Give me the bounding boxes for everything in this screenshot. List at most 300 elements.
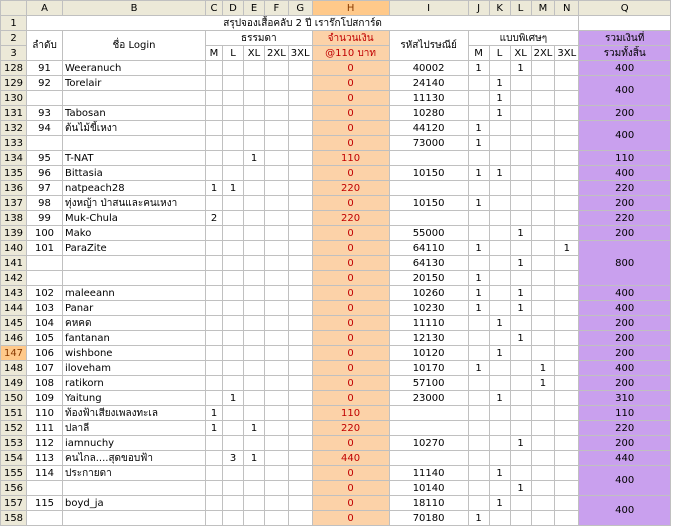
- cell-i[interactable]: 44120: [389, 121, 468, 136]
- cell-d[interactable]: [223, 136, 244, 151]
- cell-j[interactable]: 1: [468, 136, 489, 151]
- cell-h[interactable]: 0: [312, 466, 389, 481]
- cell-c[interactable]: [206, 451, 223, 466]
- cell-j[interactable]: [468, 91, 489, 106]
- cell-n[interactable]: [555, 391, 579, 406]
- cell-n[interactable]: [555, 466, 579, 481]
- cell-m[interactable]: [531, 316, 555, 331]
- cell-m[interactable]: [531, 76, 555, 91]
- cell-e[interactable]: [244, 481, 265, 496]
- cell-d[interactable]: [223, 91, 244, 106]
- cell-a[interactable]: 97: [27, 181, 63, 196]
- cell-m[interactable]: [531, 421, 555, 436]
- cell-f[interactable]: [265, 166, 289, 181]
- cell-i[interactable]: 24140: [389, 76, 468, 91]
- cell-g[interactable]: [288, 436, 312, 451]
- cell-g[interactable]: [288, 151, 312, 166]
- cell-g[interactable]: [288, 61, 312, 76]
- cell-e[interactable]: [244, 361, 265, 376]
- cell-h[interactable]: 0: [312, 346, 389, 361]
- cell-k[interactable]: 1: [489, 496, 510, 511]
- cell-a[interactable]: [27, 511, 63, 526]
- cell-f[interactable]: [265, 331, 289, 346]
- cell-k[interactable]: [489, 151, 510, 166]
- cell-j[interactable]: [468, 451, 489, 466]
- cell-m[interactable]: [531, 406, 555, 421]
- cell-f[interactable]: [265, 376, 289, 391]
- cell-n[interactable]: [555, 61, 579, 76]
- cell-k[interactable]: [489, 136, 510, 151]
- cell-j[interactable]: [468, 436, 489, 451]
- cell-q-total[interactable]: 200: [579, 376, 671, 391]
- cell-f[interactable]: [265, 421, 289, 436]
- cell-k[interactable]: [489, 226, 510, 241]
- cell-l[interactable]: [510, 241, 531, 256]
- cell-g[interactable]: [288, 226, 312, 241]
- cell-q-total[interactable]: 200: [579, 331, 671, 346]
- cell-e[interactable]: [244, 406, 265, 421]
- row-header[interactable]: 153: [1, 436, 27, 451]
- cell-m[interactable]: [531, 331, 555, 346]
- column-header-M[interactable]: M: [531, 1, 555, 16]
- cell-i[interactable]: 11130: [389, 91, 468, 106]
- row-header[interactable]: 130: [1, 91, 27, 106]
- cell-e[interactable]: [244, 106, 265, 121]
- cell-h[interactable]: 0: [312, 376, 389, 391]
- cell-c[interactable]: [206, 436, 223, 451]
- cell-k[interactable]: [489, 181, 510, 196]
- cell-n[interactable]: [555, 376, 579, 391]
- seq-header[interactable]: ลำดับ: [27, 31, 63, 61]
- cell-k[interactable]: [489, 436, 510, 451]
- cell-h[interactable]: 0: [312, 331, 389, 346]
- column-header-H[interactable]: H: [312, 1, 389, 16]
- cell-c[interactable]: [206, 346, 223, 361]
- column-header-N[interactable]: N: [555, 1, 579, 16]
- cell-j[interactable]: [468, 316, 489, 331]
- cell-d[interactable]: 3: [223, 451, 244, 466]
- row-header[interactable]: 140: [1, 241, 27, 256]
- cell-c[interactable]: [206, 121, 223, 136]
- cell-l[interactable]: [510, 106, 531, 121]
- cell-b[interactable]: Tabosan: [63, 106, 206, 121]
- cell-f[interactable]: [265, 91, 289, 106]
- cell-j[interactable]: [468, 421, 489, 436]
- cell-k[interactable]: [489, 511, 510, 526]
- cell-f[interactable]: [265, 181, 289, 196]
- cell-b[interactable]: Muk-Chula: [63, 211, 206, 226]
- cell-i[interactable]: 64130: [389, 256, 468, 271]
- cell-l[interactable]: [510, 271, 531, 286]
- cell-k[interactable]: 1: [489, 166, 510, 181]
- cell-d[interactable]: [223, 496, 244, 511]
- cell-h[interactable]: 220: [312, 211, 389, 226]
- cell-e[interactable]: [244, 226, 265, 241]
- cell-f[interactable]: [265, 241, 289, 256]
- row-header[interactable]: 154: [1, 451, 27, 466]
- cell-c[interactable]: [206, 61, 223, 76]
- cell-c[interactable]: 2: [206, 211, 223, 226]
- cell-i[interactable]: 10120: [389, 346, 468, 361]
- cell-k[interactable]: [489, 196, 510, 211]
- cell-l[interactable]: [510, 421, 531, 436]
- cell-n[interactable]: [555, 181, 579, 196]
- cell-a[interactable]: 115: [27, 496, 63, 511]
- cell-b[interactable]: ratikorn: [63, 376, 206, 391]
- cell-n[interactable]: [555, 316, 579, 331]
- cell-l[interactable]: 1: [510, 256, 531, 271]
- cell-e[interactable]: [244, 196, 265, 211]
- cell-f[interactable]: [265, 301, 289, 316]
- cell-n[interactable]: [555, 286, 579, 301]
- column-header-E[interactable]: E: [244, 1, 265, 16]
- row-header[interactable]: 143: [1, 286, 27, 301]
- cell-m[interactable]: [531, 211, 555, 226]
- size-special-l[interactable]: L: [489, 46, 510, 61]
- cell-a[interactable]: 107: [27, 361, 63, 376]
- cell-f[interactable]: [265, 496, 289, 511]
- cell-f[interactable]: [265, 271, 289, 286]
- cell-i[interactable]: 10230: [389, 301, 468, 316]
- cell-h[interactable]: 0: [312, 61, 389, 76]
- cell-b[interactable]: [63, 136, 206, 151]
- cell-j[interactable]: [468, 226, 489, 241]
- cell-i[interactable]: 20150: [389, 271, 468, 286]
- cell-h[interactable]: 0: [312, 436, 389, 451]
- cell-g[interactable]: [288, 121, 312, 136]
- postal-header[interactable]: รหัสไปรษณีย์: [389, 31, 468, 61]
- cell-d[interactable]: [223, 226, 244, 241]
- cell-g[interactable]: [288, 256, 312, 271]
- cell-h[interactable]: 0: [312, 286, 389, 301]
- cell-b[interactable]: [63, 271, 206, 286]
- cell-j[interactable]: 1: [468, 511, 489, 526]
- cell-k[interactable]: 1: [489, 91, 510, 106]
- size-normal-3xl[interactable]: 3XL: [288, 46, 312, 61]
- cell-a[interactable]: 102: [27, 286, 63, 301]
- cell-d[interactable]: [223, 256, 244, 271]
- cell-k[interactable]: 1: [489, 316, 510, 331]
- row-header[interactable]: 134: [1, 151, 27, 166]
- cell-g[interactable]: [288, 106, 312, 121]
- cell-b[interactable]: wishbone: [63, 346, 206, 361]
- cell-f[interactable]: [265, 196, 289, 211]
- cell-k[interactable]: [489, 361, 510, 376]
- cell-b[interactable]: Weeranuch: [63, 61, 206, 76]
- cell-f[interactable]: [265, 106, 289, 121]
- cell-l[interactable]: [510, 76, 531, 91]
- row-header[interactable]: 139: [1, 226, 27, 241]
- cell-b[interactable]: iamnuchy: [63, 436, 206, 451]
- cell-g[interactable]: [288, 181, 312, 196]
- cell-a[interactable]: 96: [27, 166, 63, 181]
- cell-c[interactable]: [206, 151, 223, 166]
- cell-n[interactable]: [555, 346, 579, 361]
- cell-c[interactable]: 1: [206, 421, 223, 436]
- column-header-J[interactable]: J: [468, 1, 489, 16]
- cell-b[interactable]: Panar: [63, 301, 206, 316]
- cell-i[interactable]: 10150: [389, 166, 468, 181]
- cell-m[interactable]: [531, 91, 555, 106]
- cell-k[interactable]: [489, 331, 510, 346]
- size-special-m[interactable]: M: [468, 46, 489, 61]
- cell-g[interactable]: [288, 481, 312, 496]
- cell-m[interactable]: [531, 286, 555, 301]
- cell-e[interactable]: [244, 61, 265, 76]
- cell-m[interactable]: [531, 271, 555, 286]
- cell-d[interactable]: [223, 316, 244, 331]
- cell-j[interactable]: [468, 76, 489, 91]
- cell-m[interactable]: [531, 121, 555, 136]
- cell-d[interactable]: [223, 151, 244, 166]
- cell-d[interactable]: [223, 346, 244, 361]
- row-header-2[interactable]: 2: [1, 31, 27, 46]
- cell-c[interactable]: [206, 331, 223, 346]
- cell-a[interactable]: 110: [27, 406, 63, 421]
- cell-g[interactable]: [288, 301, 312, 316]
- cell-q-total[interactable]: 400: [579, 496, 671, 526]
- cell-q-total[interactable]: 310: [579, 391, 671, 406]
- cell-b[interactable]: Mako: [63, 226, 206, 241]
- cell-l[interactable]: 1: [510, 301, 531, 316]
- cell-d[interactable]: [223, 361, 244, 376]
- cell-b[interactable]: ParaZite: [63, 241, 206, 256]
- cell-b[interactable]: natpeach28: [63, 181, 206, 196]
- cell-e[interactable]: [244, 376, 265, 391]
- cell-a[interactable]: 106: [27, 346, 63, 361]
- cell-n[interactable]: [555, 106, 579, 121]
- cell-e[interactable]: [244, 286, 265, 301]
- cell-g[interactable]: [288, 196, 312, 211]
- cell-k[interactable]: [489, 241, 510, 256]
- cell-f[interactable]: [265, 76, 289, 91]
- cell-m[interactable]: [531, 151, 555, 166]
- cell-d[interactable]: [223, 271, 244, 286]
- cell-a[interactable]: 94: [27, 121, 63, 136]
- cell-j[interactable]: [468, 406, 489, 421]
- cell-e[interactable]: [244, 76, 265, 91]
- cell-q-total[interactable]: 400: [579, 466, 671, 496]
- cell-n[interactable]: 1: [555, 241, 579, 256]
- cell-m[interactable]: [531, 226, 555, 241]
- cell-f[interactable]: [265, 481, 289, 496]
- cell-m[interactable]: [531, 166, 555, 181]
- size-special-2xl[interactable]: 2XL: [531, 46, 555, 61]
- cell-q-total[interactable]: 200: [579, 436, 671, 451]
- cell-c[interactable]: [206, 481, 223, 496]
- cell-m[interactable]: [531, 61, 555, 76]
- cell-n[interactable]: [555, 451, 579, 466]
- cell-i[interactable]: 23000: [389, 391, 468, 406]
- cell-g[interactable]: [288, 331, 312, 346]
- cell-k[interactable]: [489, 211, 510, 226]
- cell-g[interactable]: [288, 211, 312, 226]
- cell-l[interactable]: [510, 121, 531, 136]
- cell-c[interactable]: [206, 466, 223, 481]
- cell-h[interactable]: 440: [312, 451, 389, 466]
- cell-i[interactable]: 10280: [389, 106, 468, 121]
- normal-size-header[interactable]: ธรรมดา: [206, 31, 313, 46]
- cell-j[interactable]: [468, 211, 489, 226]
- cell-a[interactable]: [27, 91, 63, 106]
- cell-m[interactable]: [531, 241, 555, 256]
- cell-n[interactable]: [555, 211, 579, 226]
- cell-j[interactable]: [468, 376, 489, 391]
- row-header[interactable]: 136: [1, 181, 27, 196]
- cell-i[interactable]: 10150: [389, 196, 468, 211]
- cell-n[interactable]: [555, 436, 579, 451]
- cell-h[interactable]: 0: [312, 361, 389, 376]
- cell-d[interactable]: [223, 286, 244, 301]
- cell-c[interactable]: [206, 271, 223, 286]
- cell-e[interactable]: [244, 181, 265, 196]
- cell-b[interactable]: [63, 481, 206, 496]
- cell-h[interactable]: 0: [312, 481, 389, 496]
- cell-i[interactable]: [389, 151, 468, 166]
- cell-l[interactable]: 1: [510, 481, 531, 496]
- cell-e[interactable]: [244, 136, 265, 151]
- cell-j[interactable]: [468, 346, 489, 361]
- cell-n[interactable]: [555, 256, 579, 271]
- cell-i[interactable]: 73000: [389, 136, 468, 151]
- cell-d[interactable]: [223, 196, 244, 211]
- cell-h[interactable]: 0: [312, 196, 389, 211]
- cell-d[interactable]: [223, 301, 244, 316]
- cell-f[interactable]: [265, 346, 289, 361]
- cell-k[interactable]: 1: [489, 106, 510, 121]
- cell-h[interactable]: 0: [312, 496, 389, 511]
- cell-b[interactable]: Yaitung: [63, 391, 206, 406]
- cell-j[interactable]: [468, 496, 489, 511]
- cell-g[interactable]: [288, 421, 312, 436]
- cell-b[interactable]: [63, 91, 206, 106]
- cell-j[interactable]: 1: [468, 361, 489, 376]
- cell-f[interactable]: [265, 511, 289, 526]
- cell-n[interactable]: [555, 76, 579, 91]
- cell-e[interactable]: 1: [244, 421, 265, 436]
- cell-g[interactable]: [288, 346, 312, 361]
- cell-i[interactable]: 10260: [389, 286, 468, 301]
- cell-k[interactable]: 1: [489, 391, 510, 406]
- cell-d[interactable]: [223, 106, 244, 121]
- cell-c[interactable]: [206, 286, 223, 301]
- cell-d[interactable]: [223, 511, 244, 526]
- cell-b[interactable]: คนไกล....สุดขอบฟ้า: [63, 451, 206, 466]
- cell-g[interactable]: [288, 406, 312, 421]
- cell-m[interactable]: [531, 496, 555, 511]
- row-header[interactable]: 131: [1, 106, 27, 121]
- cell-j[interactable]: 1: [468, 286, 489, 301]
- cell-g[interactable]: [288, 511, 312, 526]
- cell-j[interactable]: [468, 481, 489, 496]
- column-header-Q[interactable]: Q: [579, 1, 671, 16]
- cell-h[interactable]: 220: [312, 181, 389, 196]
- cell-j[interactable]: [468, 256, 489, 271]
- cell-i[interactable]: 40002: [389, 61, 468, 76]
- cell-i[interactable]: 57100: [389, 376, 468, 391]
- row-header[interactable]: 157: [1, 496, 27, 511]
- cell-h[interactable]: 0: [312, 511, 389, 526]
- cell-f[interactable]: [265, 211, 289, 226]
- cell-f[interactable]: [265, 226, 289, 241]
- total-header[interactable]: รวมเงินที่: [579, 31, 671, 46]
- cell-l[interactable]: 1: [510, 331, 531, 346]
- cell-a[interactable]: 104: [27, 316, 63, 331]
- cell-l[interactable]: [510, 181, 531, 196]
- row-header[interactable]: 128: [1, 61, 27, 76]
- login-header[interactable]: ชื่อ Login: [63, 31, 206, 61]
- row-header[interactable]: 155: [1, 466, 27, 481]
- cell-f[interactable]: [265, 361, 289, 376]
- cell-m[interactable]: [531, 466, 555, 481]
- cell-i[interactable]: 18110: [389, 496, 468, 511]
- cell-a[interactable]: [27, 481, 63, 496]
- cell-c[interactable]: [206, 106, 223, 121]
- cell-a[interactable]: 98: [27, 196, 63, 211]
- column-header-A[interactable]: A: [27, 1, 63, 16]
- cell-b[interactable]: ท้องฟ้าเสียงเพลงทะเล: [63, 406, 206, 421]
- row-header[interactable]: 129: [1, 76, 27, 91]
- cell-h[interactable]: 110: [312, 151, 389, 166]
- cell-d[interactable]: [223, 121, 244, 136]
- cell-n[interactable]: [555, 166, 579, 181]
- cell-k[interactable]: [489, 256, 510, 271]
- cell-k[interactable]: [489, 406, 510, 421]
- cell-i[interactable]: [389, 421, 468, 436]
- amount-unit-header[interactable]: @110 บาท: [312, 46, 389, 61]
- cell-c[interactable]: [206, 301, 223, 316]
- cell-q-total[interactable]: 200: [579, 196, 671, 211]
- cell-q-total[interactable]: 110: [579, 406, 671, 421]
- cell-j[interactable]: 1: [468, 166, 489, 181]
- cell-q-total[interactable]: 400: [579, 61, 671, 76]
- cell-i[interactable]: [389, 211, 468, 226]
- cell-i[interactable]: 10170: [389, 361, 468, 376]
- cell-n[interactable]: [555, 406, 579, 421]
- cell-b[interactable]: ประกายดา: [63, 466, 206, 481]
- cell-c[interactable]: [206, 136, 223, 151]
- cell-m[interactable]: [531, 181, 555, 196]
- cell-m[interactable]: 1: [531, 361, 555, 376]
- cell-c[interactable]: [206, 511, 223, 526]
- cell-i[interactable]: [389, 451, 468, 466]
- row-header[interactable]: 158: [1, 511, 27, 526]
- cell-l[interactable]: 1: [510, 61, 531, 76]
- cell-j[interactable]: 1: [468, 121, 489, 136]
- cell-l[interactable]: [510, 466, 531, 481]
- cell-f[interactable]: [265, 61, 289, 76]
- cell-k[interactable]: 1: [489, 76, 510, 91]
- cell-q-total[interactable]: 400: [579, 301, 671, 316]
- cell-k[interactable]: [489, 301, 510, 316]
- cell-l[interactable]: [510, 166, 531, 181]
- row-header[interactable]: 145: [1, 316, 27, 331]
- cell-l[interactable]: [510, 406, 531, 421]
- cell-a[interactable]: 112: [27, 436, 63, 451]
- cell-k[interactable]: [489, 61, 510, 76]
- cell-d[interactable]: [223, 406, 244, 421]
- cell-m[interactable]: [531, 391, 555, 406]
- cell-g[interactable]: [288, 466, 312, 481]
- cell-g[interactable]: [288, 286, 312, 301]
- cell-i[interactable]: 11140: [389, 466, 468, 481]
- size-special-xl[interactable]: XL: [510, 46, 531, 61]
- amount-header[interactable]: จำนวนเงิน: [312, 31, 389, 46]
- cell-f[interactable]: [265, 136, 289, 151]
- column-header-B[interactable]: B: [63, 1, 206, 16]
- cell-i[interactable]: 10270: [389, 436, 468, 451]
- cell-q-total[interactable]: 400: [579, 76, 671, 106]
